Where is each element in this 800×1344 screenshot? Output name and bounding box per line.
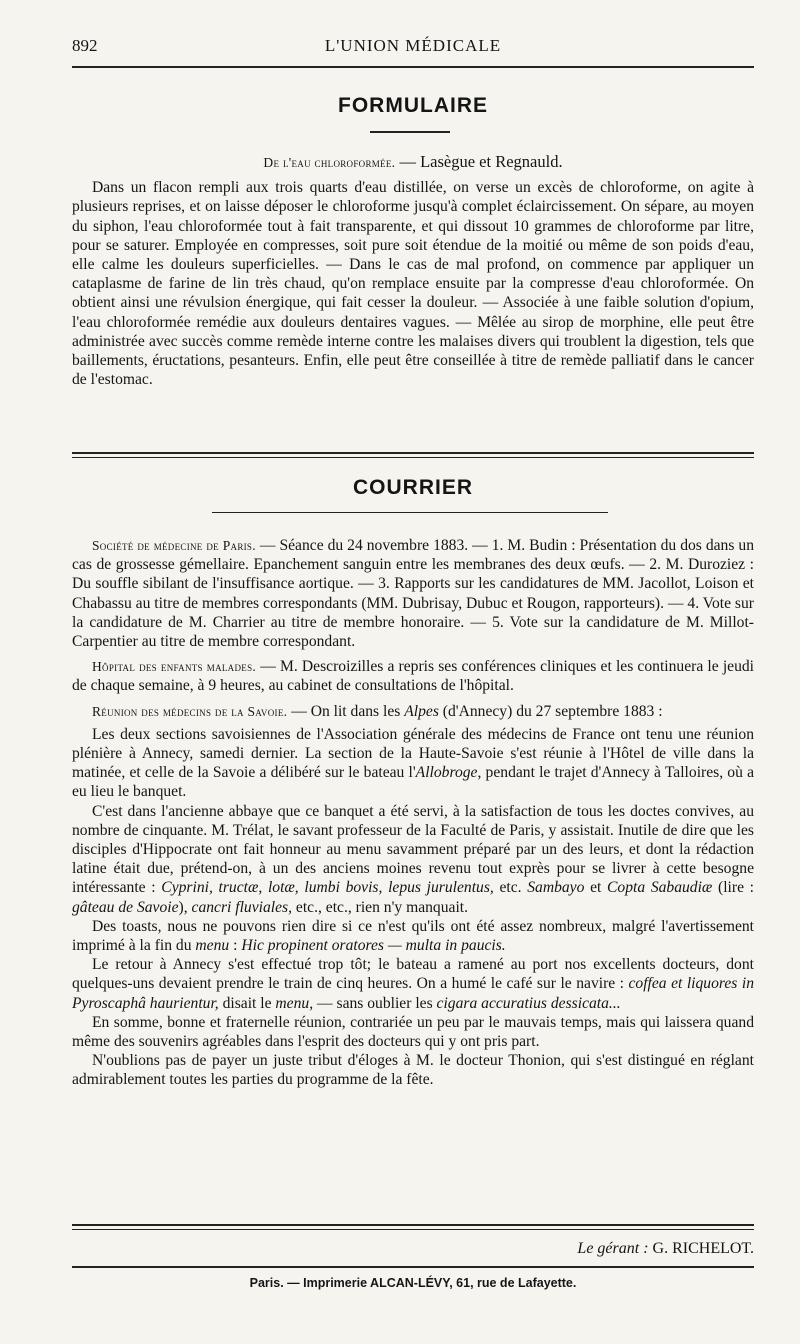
p4-b: , pendant le trajet d'Annecy à Talloires, où a eu lieu le banquet. <box>72 764 754 801</box>
p5-c: et <box>584 879 608 897</box>
courrier-paragraph-6 <box>72 917 754 955</box>
p5-f: etc., etc., rien n'y manquait. <box>292 898 469 916</box>
courrier-article <box>72 536 754 1090</box>
courrier-p2-text: — M. Descroizilles a repris ses conférences cliniques et les continuera le jeudi de chaque semaine, à 9 heures, au cabinet de consultations de l'hôpital. <box>72 658 754 695</box>
p7-i2: menu, <box>275 994 314 1012</box>
courrier-p3-italic: Alpes <box>404 702 439 720</box>
p5-i4: gâteau de Savoie <box>72 898 179 916</box>
meeting-name: Réunion des médecins de la Savoie. <box>92 703 288 719</box>
p7-i3: cigara accuratius dessicata... <box>436 994 621 1012</box>
closing-rule-top <box>72 1224 754 1226</box>
courrier-paragraph-2 <box>72 657 754 695</box>
section-divider-top <box>72 452 754 454</box>
society-name: Société de médecine de Paris. <box>92 538 256 553</box>
printer-imprint: Paris. — Imprimerie ALCAN-LÉVY, 61, rue de Lafayette. <box>249 1276 577 1290</box>
formulaire-article <box>72 152 754 389</box>
formulaire-title-rule <box>370 131 450 133</box>
p5-e: ), <box>178 898 192 916</box>
formulaire-subtitle-rest: — Lasègue et Regnauld. <box>395 152 563 171</box>
page-header <box>72 36 754 56</box>
gerant-signature <box>72 1240 754 1258</box>
p6-b: : <box>229 937 242 955</box>
courrier-paragraph-7 <box>72 955 754 1013</box>
running-title: L'UNION MÉDICALE <box>324 36 502 55</box>
hospital-name: Hôpital des enfants malades. <box>92 659 257 675</box>
p6-i2: Hic propinent oratores — multa in paucis. <box>241 937 506 955</box>
gerant-name: G. RICHELOT. <box>648 1240 754 1257</box>
p4-a: Les deux sections savoisiennes de l'Association générale des médecins de France ont tenu une réunion plénière à Annecy, samedi dernier. La section de la Haute-Savoie s'est réunie à l'Hôtel de ville dans la matinée, et celle de la Savoie a délibéré sur le bateau l' <box>72 725 754 782</box>
p5-b: etc. <box>493 879 528 897</box>
p5-d: (lire : <box>712 879 754 897</box>
p5-i5: cancri fluviales, <box>191 898 292 916</box>
courrier-paragraph-3 <box>72 702 754 721</box>
p4-italic: Allobroge <box>415 764 478 782</box>
section-divider-bottom <box>72 457 754 458</box>
courrier-p3-text-b: (d'Annecy) du 27 septembre 1883 : <box>438 702 663 720</box>
gerant-label: Le gérant : <box>577 1240 649 1257</box>
p5-i3: Copta Sabaudiæ <box>607 879 713 897</box>
courrier-p3-text-a: — On lit dans les <box>287 702 405 720</box>
formulaire-subtitle-sc: De l'eau chloroformée. <box>263 155 396 170</box>
p5-a: C'est dans l'ancienne abbaye que ce banquet a été servi, à la satisfaction de tous les doctes convives, au nombre de cinquante. M. Trélat, le savant professeur de la Faculté de Paris, y assistait. Inutile de dire que les disciples d'Hippocrate ont fait honneur au menu savamment préparé par un des leurs, et dont la rédaction latine était due, prétend-on, à un des anciens moines revenu tout exprès pour se livrer à cette besogne intéressante : <box>72 802 754 897</box>
formulaire-body: Dans un flacon rempli aux trois quarts d'eau distillée, on verse un excès de chloroforme, on agite à plusieurs reprises, et on laisse déposer le chloroforme jusqu'à complet éclaircissement. On sépare, au moyen du siphon, l'eau chloroformée tout à fait transparente, et qui dissout 10 grammes de chloroforme par litre, pour se saturer. Employée en compresses, soit pure soit étendue de la moitié ou même de son poids d'eau, elle calme les douleurs superficielles. — Dans le cas de mal profond, on commence par appliquer un cataplasme de farine de lin très chaud, qu'on remplace ensuite par la compresse d'eau chloroformée. On obtient ainsi une révulsion énergique, qui fait cesser la douleur. — Associée à une faible solution d'opium, l'eau chloroformée remédie aux douleurs dentaires vagues. — Mêlée au sirop de morphine, elle peut être administrée avec succès comme remède interne contre les malaises divers qui troublent la digestion, tels que baillements, éructations, pesanteurs. Enfin, elle peut être conseillée à titre de remède palliatif dans le cancer de l'estomac. <box>72 179 754 389</box>
courrier-p1-text: — Séance du 24 novembre 1883. — 1. M. Budin : Présentation du dos dans un cas de grossesse gémellaire. Epanchement sanguin entre les membranes des deux œufs. — 2. M. Duroziez : Du souffle sibilant de l'insuffisance aortique. — 3. Rapports sur les candidatures de MM. Jacollot, Loison et Chabassu au titre de membres correspondants (MM. Dubrisay, Dubuc et Rougon, rapporteurs). — 4. Vote sur la candidature de M. Charrier au titre de membre honoraire. — 5. Vote sur la candidature de M. Millot-Carpentier au titre de membre correspondant. <box>72 537 754 651</box>
p7-b: disait le <box>218 994 276 1012</box>
formulaire-title: FORMULAIRE <box>338 94 488 117</box>
p5-i2: Sambayo <box>527 879 585 897</box>
courrier-paragraph-5 <box>72 802 754 917</box>
courrier-paragraph-9: N'oublions pas de payer un juste tribut d'éloges à M. le docteur Thonion, qui s'est distingué en réglant admirablement toutes les parties du programme de la fête. <box>72 1052 754 1089</box>
courrier-title: COURRIER <box>352 476 473 499</box>
courrier-paragraph-1 <box>72 536 754 651</box>
page-number: 892 <box>72 36 98 55</box>
closing-rule-bottom <box>72 1229 754 1230</box>
p7-c: — sans oublier les <box>313 994 437 1012</box>
courrier-paragraph-4 <box>72 725 754 802</box>
header-rule <box>72 66 754 68</box>
formulaire-subtitle <box>72 152 754 172</box>
p7-a: Le retour à Annecy s'est effectué trop tôt; le bateau a ramené au port nos excellents docteurs, dont quelques-uns devaient prendre le train de cinq heures. On a humé le café sur le navire : <box>72 956 754 993</box>
courrier-title-rule <box>212 512 608 513</box>
p6-a: Des toasts, nous ne pouvons rien dire si ce n'est qu'ils ont été assez nombreux, malgré l'avertissement imprimé à la fin du <box>72 917 754 955</box>
courrier-paragraph-8: En somme, bonne et fraternelle réunion, contrariée un peu par le mauvais temps, mais qui laissera quand même des souvenirs agréables dans l'esprit des docteurs qui y ont pris part. <box>72 1013 754 1051</box>
p5-i1: Cyprini, tructæ, lotæ, lumbi bovis, lepus jurulentus, <box>161 879 494 897</box>
footer-rule <box>72 1266 754 1268</box>
p7-i1: coffea et liquores in Pyroscaphâ haurientur, <box>72 975 754 1012</box>
p6-i1: menu <box>195 937 230 955</box>
